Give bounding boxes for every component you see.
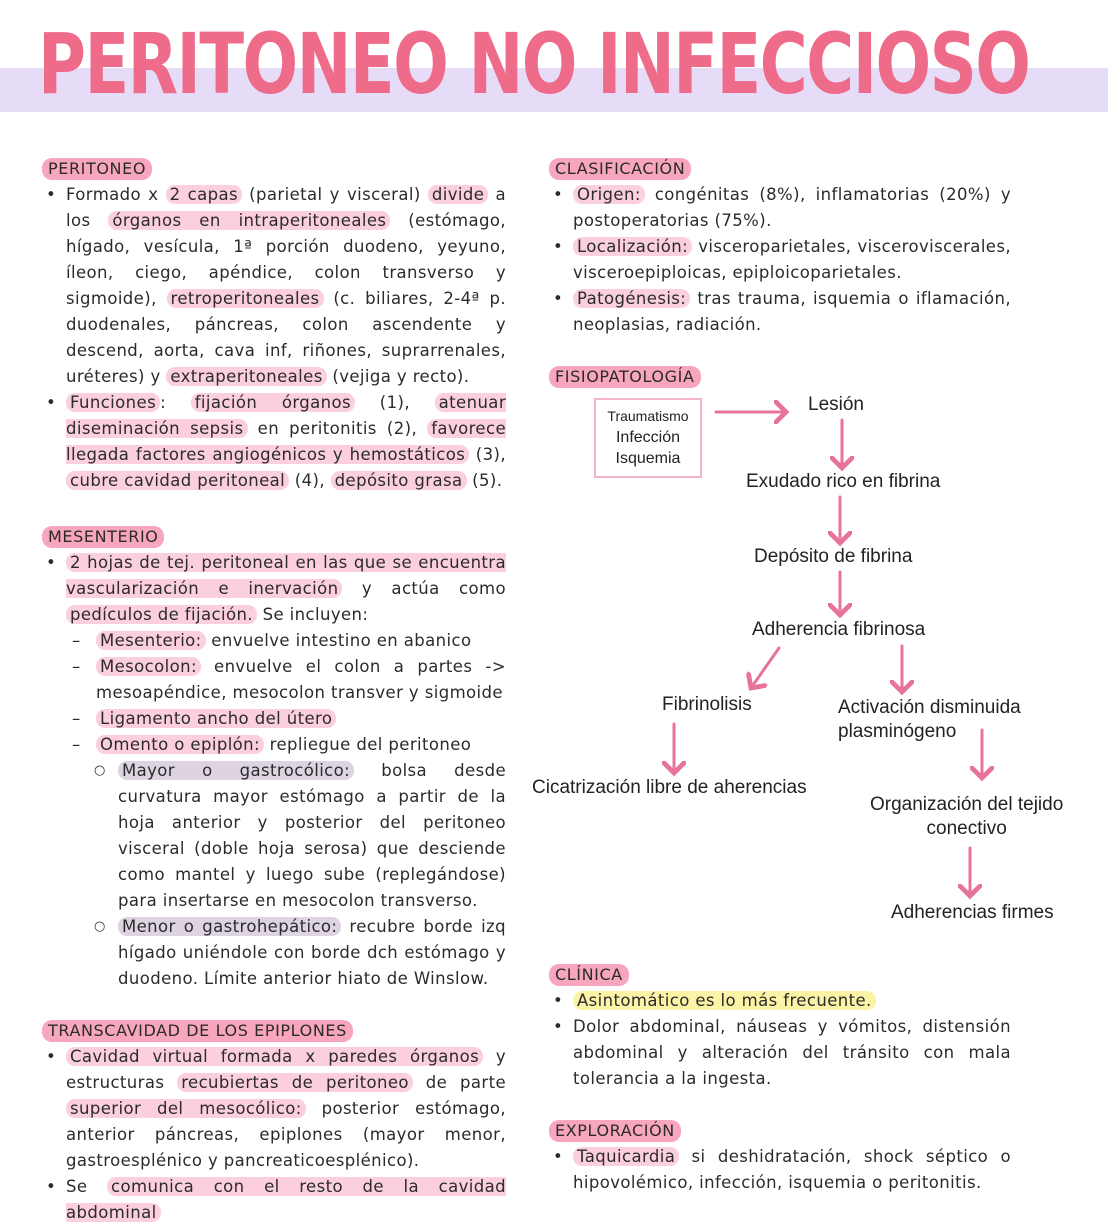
node-deposito: Depósito de fibrina [754,546,913,567]
list-item: • Funciones : fijación órganos (1), atenuar diseminación sepsis en peritonitis (2), favorece llegada factores angiogénicos y hemostáticos (3), cubre cavidad peritoneal (4), depósito grasa (5). [42,390,506,494]
cause-isquemia: Isquemia [615,450,681,467]
list-item: • Dolor abdominal, náuseas y vómitos, distensión abdominal y alteración del tránsito con mala tolerancia a la ingesta. [549,1014,1011,1092]
section-fisiopatologia [549,364,701,390]
node-organizacion: Organización del tejido conectivo [870,794,1064,839]
list-item: • Localización: visceroparietales, visceroviscerales, visceroepiploicas, epiploicoparietales. [549,234,1011,286]
section-mesenterio [42,524,506,992]
node-firmes: Adherencias firmes [891,902,1054,923]
section-heading: TRANSCAVIDAD DE LOS EPIPLONES [42,1020,353,1042]
list-item: • Se comunica con el resto de la cavidad abdominal [42,1174,506,1226]
list-item: • 2 hojas de tej. peritoneal en las que se encuentra vascularización e inervación y actúa como pedículos de fijación. Se incluyen: [42,550,506,628]
section-heading: CLASIFICACIÓN [549,158,691,180]
list-item: – Mesenterio: envuelve intestino en abanico [42,628,506,654]
list-item: ○ Mayor o gastrocólico: bolsa desde curvatura mayor estómago a partir de la hoja anterior y posterior del peritoneo visceral (doble hoja serosa) que desciende como mantel y luego sube (replegándose) para insertarse en mesocolon transverso. [42,758,506,914]
cause-infeccion: Infección [615,429,681,446]
node-activacion: Activación disminuida plasminógeno [838,697,1021,742]
list-item: • Cavidad virtual formada x paredes órganos y estructuras recubiertas de peritoneo de parte superior del mesocólico: posterior estómago, anterior páncreas, epiplones (mayor menor, gastroesplénico y pancreaticoesplénico). [42,1044,506,1174]
page-title: PERITONEO NO INFECCIOSO [38,15,1030,113]
section-heading: CLÍNICA [549,964,629,986]
node-fibrinolisis: Fibrinolisis [662,694,752,715]
list-item: – Omento o epiplón: repliegue del peritoneo [42,732,506,758]
section-heading: PERITONEO [42,158,152,180]
section-peritoneo [42,156,506,494]
node-lesion: Lesión [808,394,864,415]
section-clinica [549,962,1011,1092]
node-cicatrizacion: Cicatrización libre de aherencias [532,777,807,798]
section-clasificacion [549,156,1011,338]
list-item: • Formado x 2 capas (parietal y visceral) divide a los órganos en intraperitoneales (estómago, hígado, vesícula, 1ª porción duodeno, yeyuno, íleon, ciego, apéndice, colon transverso y sigmoide), retroperitoneales (c. biliares, 2-4ª p. duodenales, páncreas, colon ascendente y descend, aorta, cava inf, riñones, suprarrenales, uréteres) y extraperitoneales (vejiga y recto). [42,182,506,390]
section-transcavidad [42,1018,506,1226]
cause-traumatismo: Traumatismo [607,408,689,424]
node-adherencia: Adherencia fibrinosa [752,619,926,640]
section-exploracion [549,1118,1011,1196]
list-item: ○ Menor o gastrohepático: recubre borde izq hígado uniéndole con borde dch estómago y duodeno. Límite anterior hiato de Winslow. [42,914,506,992]
section-heading: EXPLORACIÓN [549,1120,681,1142]
section-heading: FISIOPATOLOGÍA [549,366,701,388]
section-heading: MESENTERIO [42,526,164,548]
list-item: – Mesocolon: envuelve el colon a partes -> mesoapéndice, mesocolon transver y sigmoide [42,654,506,706]
causes-box [594,398,702,478]
node-exudado: Exudado rico en fibrina [746,471,941,492]
list-item: • Origen: congénitas (8%), inflamatorias (20%) y postoperatorias (75%). [549,182,1011,234]
list-item: • Taquicardia si deshidratación, shock séptico o hipovolémico, infección, isquemia o peritonitis. [549,1144,1011,1196]
list-item: – Ligamento ancho del útero [42,706,506,732]
arrow-adherencia-fibrinolisis [751,648,779,688]
list-item: • Asintomático es lo más frecuente. [549,988,1011,1014]
list-item: • Patogénesis: tras trauma, isquemia o iflamación, neoplasias, radiación. [549,286,1011,338]
